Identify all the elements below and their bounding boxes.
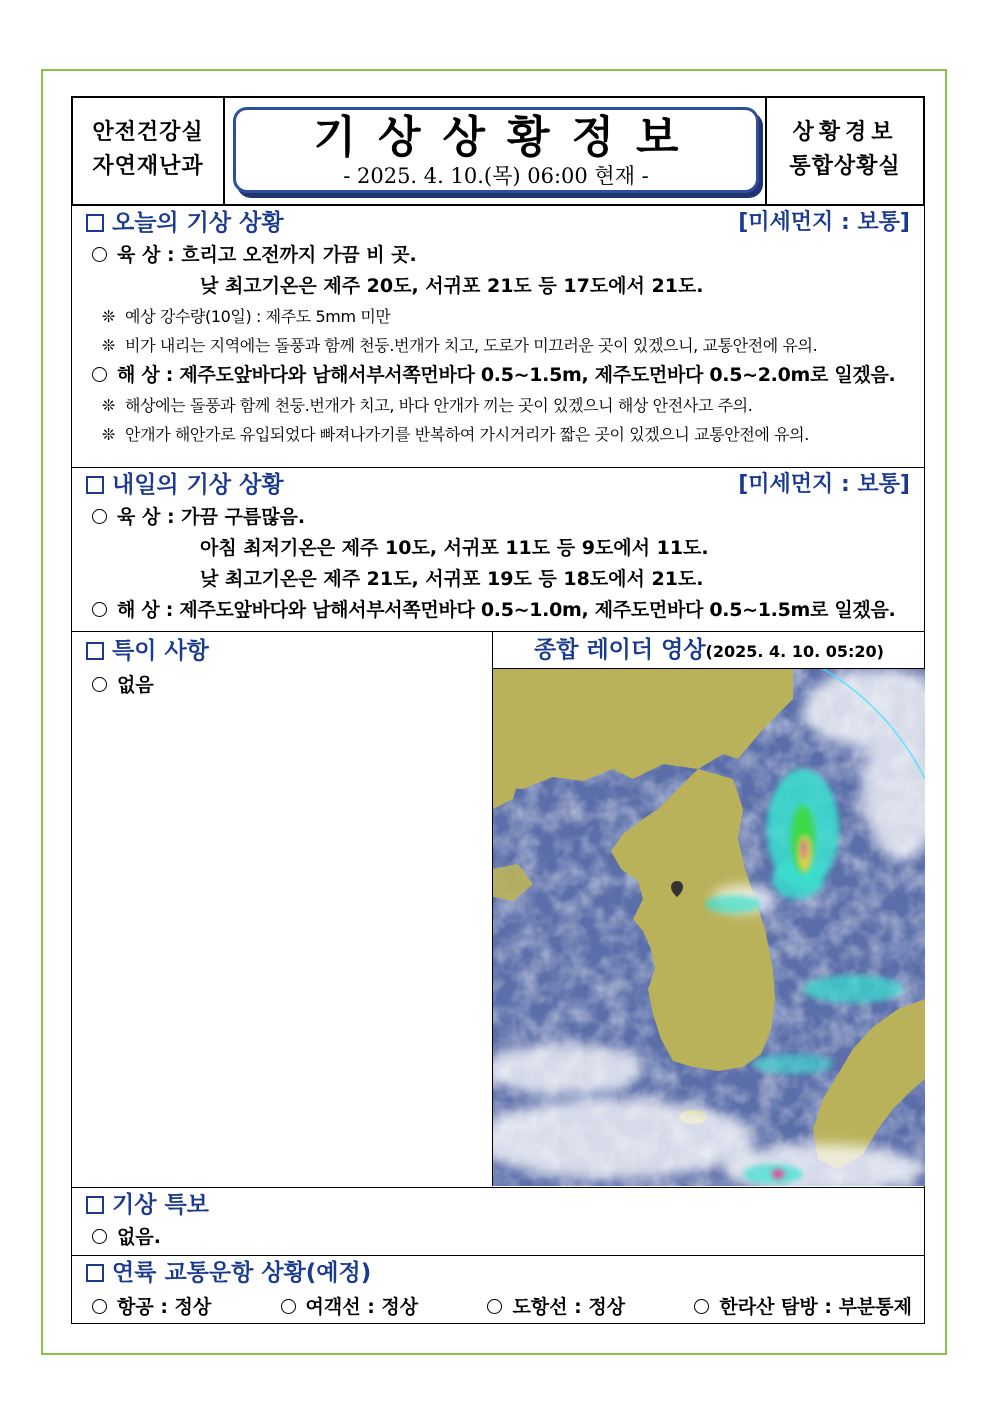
radar-panel [493, 632, 925, 1186]
office-block [765, 98, 923, 204]
circle-bullet-icon [281, 1299, 296, 1314]
traffic-item-hallasan-text: 한라산 탐방 : 부분통제 [719, 1296, 912, 1318]
today-note-fog-text: 안개가 해안가로 유입되었다 빠져나가기를 반복하여 가시거리가 짧은 곳이 있겠으니 교통안전에 유의. [125, 425, 809, 444]
traffic-heading-text: 연륙 교통운항 상황(예정) [112, 1260, 372, 1286]
warning-item-text: 없음. [117, 1226, 161, 1248]
today-sea-text: 제주도앞바다와 남해서부서쪽먼바다 0.5~1.5m, 제주도먼바다 0.5~2.0m로 일겠음. [179, 364, 896, 386]
circle-bullet-icon [92, 602, 107, 617]
title-box [233, 107, 759, 193]
tomorrow-sea-label: 해 상 : [117, 599, 174, 621]
today-note-thunder [72, 331, 924, 360]
traffic-item-island-ferry-text: 도항선 : 정상 [512, 1296, 626, 1318]
today-note-sea-text: 해상에는 돌풍과 함께 천둥.번개가 치고, 바다 안개가 끼는 곳이 있겠으니 해상 안전사고 주의. [125, 396, 753, 415]
today-sea-row [72, 360, 924, 391]
tomorrow-land-label: 육 상 : [117, 506, 175, 528]
traffic-item-island-ferry [487, 1290, 625, 1324]
checkbox-icon [86, 214, 104, 232]
circle-bullet-icon [92, 1229, 107, 1244]
asterisk-icon: ❊ [102, 396, 116, 415]
office-line-1: 상황경보 [792, 120, 898, 145]
today-land-label: 육 상 : [117, 244, 175, 266]
tomorrow-heading-text: 내일의 기상 상황 [112, 472, 284, 498]
radar-heading [493, 632, 925, 669]
checkbox-icon [86, 476, 104, 494]
traffic-item-hallasan [694, 1290, 912, 1324]
asterisk-icon: ❊ [102, 307, 116, 326]
special-radar-section [71, 632, 925, 1188]
today-sea-label: 해 상 : [117, 364, 174, 386]
tomorrow-sea-row [72, 595, 924, 626]
circle-bullet-icon [694, 1299, 709, 1314]
tomorrow-sea-text: 제주도앞바다와 남해서부서쪽먼바다 0.5~1.0m, 제주도먼바다 0.5~1.5m로 일겠음. [179, 599, 896, 621]
circle-bullet-icon [487, 1299, 502, 1314]
warning-section [71, 1188, 925, 1256]
warning-item [72, 1222, 924, 1253]
checkbox-icon [86, 1264, 104, 1282]
asterisk-icon: ❊ [102, 425, 116, 444]
department-line-2: 자연재난과 [92, 154, 204, 179]
office-line-2: 통합상황실 [789, 154, 901, 179]
today-heading-text: 오늘의 기상 상황 [112, 210, 284, 236]
circle-bullet-icon [92, 247, 107, 262]
today-note-thunder-text: 비가 내리는 지역에는 돌풍과 함께 천둥.번개가 치고, 도로가 미끄러운 곳이 있겠으니, 교통안전에 유의. [125, 336, 818, 355]
today-section [71, 206, 925, 468]
radar-image [493, 669, 925, 1186]
tomorrow-section [71, 468, 925, 632]
circle-bullet-icon [92, 509, 107, 524]
today-note-rainfall-text: 예상 강수량(10일) : 제주도 5mm 미만 [125, 307, 391, 326]
traffic-section [71, 1256, 925, 1324]
weather-report [71, 96, 925, 1324]
department-line-1: 안전건강실 [92, 120, 204, 145]
special-item [72, 670, 492, 701]
tomorrow-land-max: 낮 최고기온은 제주 21도, 서귀포 19도 등 18도에서 21도. [200, 568, 704, 590]
radar-timestamp: (2025. 4. 10. 05:20) [705, 642, 884, 661]
tomorrow-dust-status: [미세먼지 : 보통] [738, 472, 910, 497]
checkbox-icon [86, 1196, 104, 1214]
today-note-rainfall [72, 302, 924, 331]
tomorrow-land-row [72, 502, 924, 533]
special-heading [72, 632, 492, 670]
department-block [73, 98, 225, 204]
checkbox-icon [86, 642, 104, 660]
traffic-status-list [72, 1290, 924, 1324]
special-notes-panel [72, 632, 493, 1186]
today-dust-status: [미세먼지 : 보통] [738, 210, 910, 235]
report-datetime: - 2025. 4. 10.(목) 06:00 현재 - [343, 164, 649, 188]
today-land-temp: 낮 최고기온은 제주 20도, 서귀포 21도 등 17도에서 21도. [200, 275, 704, 297]
asterisk-icon: ❊ [102, 336, 116, 355]
tomorrow-land-text: 가끔 구름많음. [181, 506, 306, 528]
today-land-row [72, 240, 924, 271]
today-note-fog [72, 420, 924, 449]
special-item-text: 없음 [117, 674, 154, 696]
page-title: 기상상황정보 [313, 112, 701, 163]
today-land-text: 흐리고 오전까지 가끔 비 곳. [181, 244, 417, 266]
today-note-sea [72, 391, 924, 420]
circle-bullet-icon [92, 677, 107, 692]
traffic-item-ferry-text: 여객선 : 정상 [305, 1296, 419, 1318]
radar-heading-text: 종합 레이더 영상 [534, 637, 706, 663]
traffic-item-air [92, 1290, 211, 1324]
traffic-item-air-text: 항공 : 정상 [117, 1296, 212, 1318]
report-header [71, 96, 925, 206]
circle-bullet-icon [92, 1299, 107, 1314]
special-heading-text: 특이 사항 [112, 638, 209, 664]
radar-map-graphic [493, 669, 925, 1186]
traffic-heading [72, 1256, 924, 1290]
circle-bullet-icon [92, 367, 107, 382]
tomorrow-land-min: 아침 최저기온은 제주 10도, 서귀포 11도 등 9도에서 11도. [200, 537, 709, 559]
warning-heading [72, 1188, 924, 1222]
traffic-item-ferry [281, 1290, 419, 1324]
warning-heading-text: 기상 특보 [112, 1192, 209, 1218]
